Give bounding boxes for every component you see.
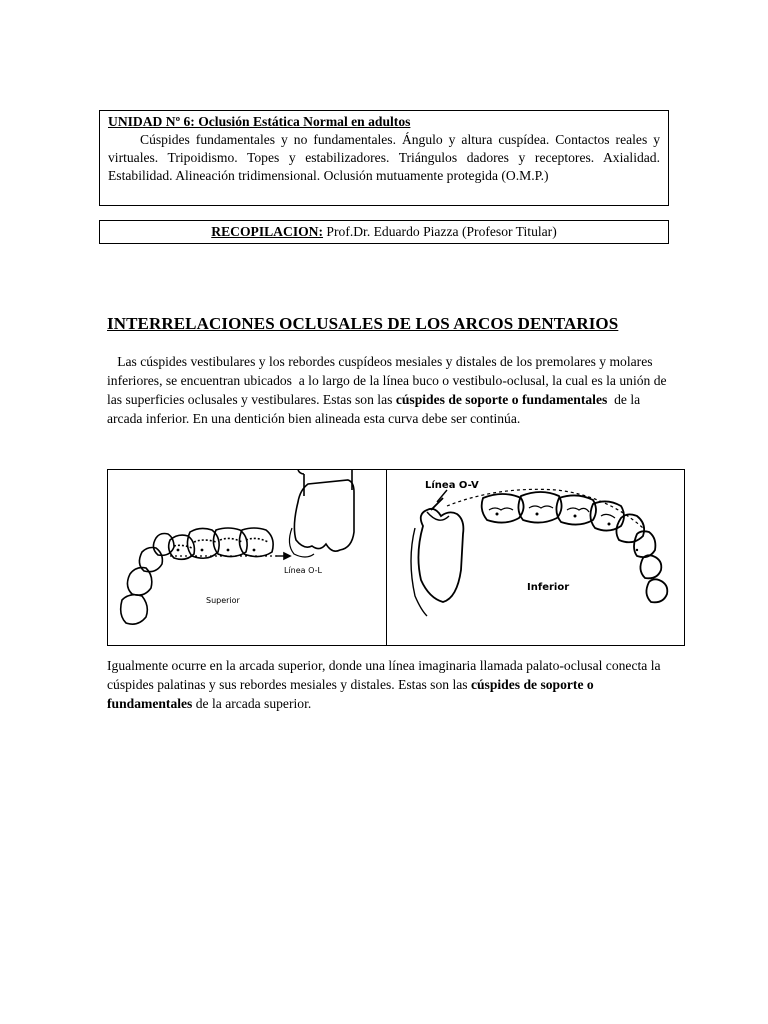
- compilation-author: Prof.Dr. Eduardo Piazza (Profesor Titular): [323, 224, 557, 239]
- lower-arch-drawing: [387, 470, 684, 645]
- paragraph1-text-b: de la arcada inferior. En una dentición bien alineada esta curva debe ser continúa.: [107, 392, 644, 426]
- upper-arch-panel: [108, 470, 386, 645]
- lower-line-label: Línea O-V: [425, 480, 479, 491]
- paragraph2-text-b: de la arcada superior.: [192, 696, 312, 711]
- unit-topics: [108, 131, 660, 185]
- upper-arch-drawing: [108, 470, 386, 645]
- paragraph2-bold: cúspides de soporte o fundamentales: [107, 677, 594, 711]
- compilation-box: [99, 220, 669, 244]
- unit-topics-text: Cúspides fundamentales y no fundamentales. Ángulo y altura cuspídea. Contactos reales y virtuales. Tripoidismo. Topes y estabilizadores. Triángulos dadores y receptores. Axialidad. Estabilidad. Alineación tridimensional. Oclusión mutuamente protegida (O.M.P.): [108, 132, 660, 183]
- dental-arch-figure: [107, 469, 685, 646]
- paragraph1-text-a: Las cúspides vestibulares y los rebordes cuspídeos mesiales y distales de los premolares y molares inferiores, se encuentran ubicados a lo largo de la línea buco o vestibulo-oclusal, la cual es la unión de las superficies oclusales y vestibulares. Estas son las: [107, 354, 670, 407]
- upper-line-label: Línea O-L: [284, 566, 322, 575]
- lower-arch-panel: [387, 470, 684, 645]
- unit-title: UNIDAD Nº 6: Oclusión Estática Normal en adultos: [108, 114, 411, 129]
- compilation-label: RECOPILACION:: [211, 224, 324, 239]
- upper-arch-label: Superior: [206, 596, 240, 605]
- paragraph1-bold: cúspides de soporte o fundamentales: [395, 392, 608, 407]
- lower-arch-label: Inferior: [527, 582, 570, 593]
- paragraph-lower-arch: [107, 352, 670, 428]
- paragraph-upper-arch: [107, 656, 667, 713]
- section-heading: INTERRELACIONES OCLUSALES DE LOS ARCOS DENTARIOS: [107, 314, 619, 333]
- paragraph2-text-a: Igualmente ocurre en la arcada superior, donde una línea imaginaria llamada palato-oclusal conecta la cúspides palatinas y sus rebordes mesiales y distales. Estas son las: [107, 658, 661, 692]
- unit-box: [99, 110, 669, 206]
